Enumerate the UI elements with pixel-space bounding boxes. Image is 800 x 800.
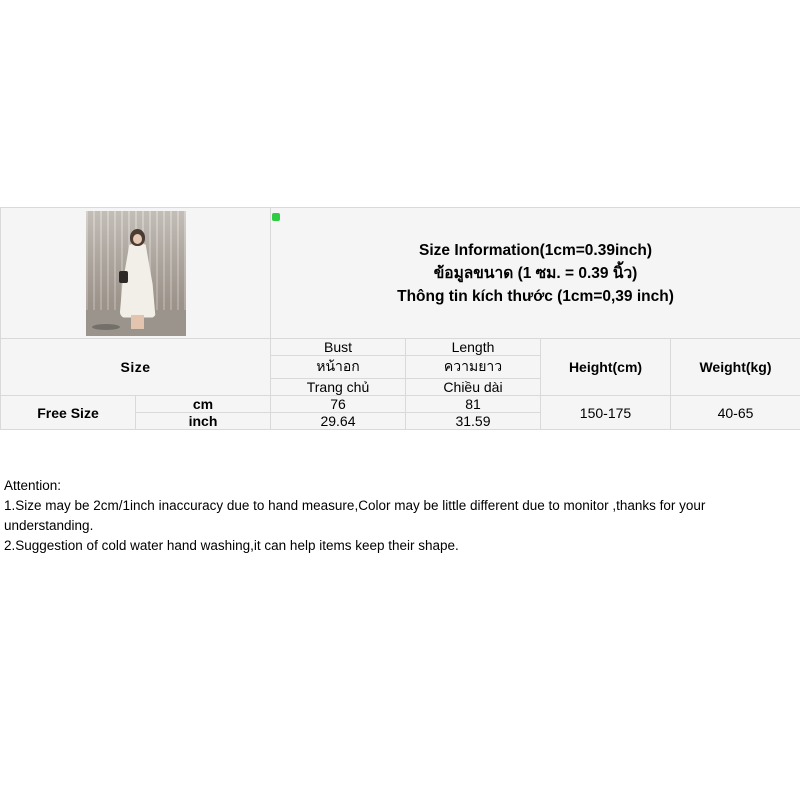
column-header-weight: Weight(kg) (671, 339, 800, 396)
row-unit-inch: inch (136, 413, 271, 430)
size-information-title-cell (271, 208, 800, 339)
model-photo (86, 211, 186, 336)
title-line-th: ข้อมูลขนาด (1 ซม. = 0.39 นิ้ว) (433, 264, 638, 282)
column-header-length-vi: Chiều dài (406, 379, 541, 396)
photo-face (133, 234, 142, 244)
row-height-value: 150-175 (541, 396, 671, 430)
column-header-size: Size (1, 339, 271, 396)
title-line-en: Size Information(1cm=0.39inch) (419, 241, 652, 259)
table-header-row (1, 208, 800, 339)
table-row (1, 396, 800, 413)
product-photo-cell (1, 208, 271, 339)
column-header-bust-th: หน้าอก (271, 356, 406, 379)
row-bust-cm: 76 (271, 396, 406, 413)
column-header-length-en: Length (406, 339, 541, 356)
column-header-bust-vi: Trang chủ (271, 379, 406, 396)
photo-figure (118, 229, 158, 329)
column-header-bust-en: Bust (271, 339, 406, 356)
green-marker-icon (272, 213, 280, 221)
title-line-vi: Thông tin kích thước (1cm=0,39 inch) (397, 287, 674, 305)
photo-legs (131, 315, 144, 329)
column-header-height: Height(cm) (541, 339, 671, 396)
photo-shadow (92, 324, 120, 330)
photo-bag (119, 271, 128, 283)
row-length-inch: 31.59 (406, 413, 541, 430)
size-chart-block (0, 207, 800, 430)
column-header-row-1 (1, 339, 800, 356)
column-header-length-th: ความยาว (406, 356, 541, 379)
row-weight-value: 40-65 (671, 396, 800, 430)
row-size-label: Free Size (1, 396, 136, 430)
attention-line-2: 2.Suggestion of cold water hand washing,it can help items keep their shape. (4, 538, 459, 553)
row-bust-inch: 29.64 (271, 413, 406, 430)
attention-heading: Attention: (4, 478, 62, 493)
attention-notes (0, 470, 800, 556)
row-unit-cm: cm (136, 396, 271, 413)
size-information-table (0, 207, 800, 430)
attention-line-1: 1.Size may be 2cm/1inch inaccuracy due to hand measure,Color may be little different due to monitor ,thanks for your understanding. (4, 498, 706, 533)
row-length-cm: 81 (406, 396, 541, 413)
